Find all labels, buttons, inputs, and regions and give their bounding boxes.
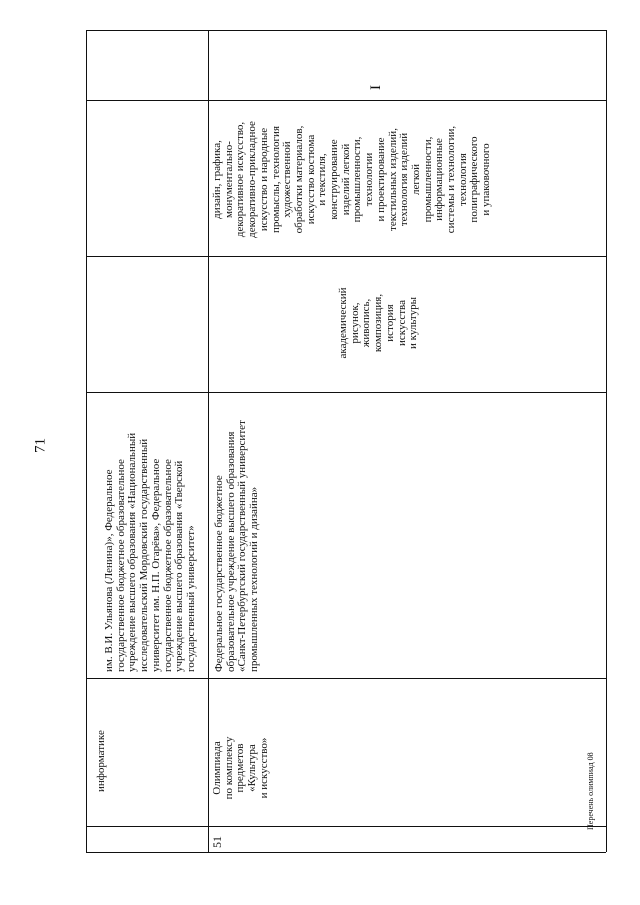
subject-line: информатике	[95, 730, 107, 792]
profile-line: композиция,	[372, 293, 385, 353]
table-column-divider	[86, 826, 606, 827]
field-line: технология	[456, 153, 469, 206]
organizer-line: им. В.И. Ульянова (Ленина)», Федеральное	[103, 469, 115, 672]
field-line: декоративное искусство,	[234, 121, 247, 238]
organizer-line: исследовательский Мордовский государственный	[138, 438, 151, 672]
profile-line: история	[383, 304, 396, 342]
olympiad-table	[86, 30, 606, 852]
table-border-top	[86, 30, 606, 31]
field-line: текстильных изделий,	[386, 128, 399, 231]
organizer-line: промышленных технологий и дизайна»	[248, 486, 261, 672]
olympiad-line: и искусство»	[257, 737, 270, 799]
field-line: обработки материалов,	[292, 125, 305, 234]
field-line: дизайн, графика,	[211, 140, 223, 219]
table-border-left	[86, 30, 87, 852]
footer-note: Перечень олимпиад 08	[586, 752, 595, 830]
field-line: монументально-	[222, 141, 235, 218]
field-line: промыслы, технология	[269, 125, 282, 234]
prev-row-subject	[96, 730, 108, 792]
profile-line: и культуры	[407, 297, 420, 349]
field-line: и проектирование	[374, 137, 387, 222]
organizer-line: образовательное учреждение высшего образования	[224, 431, 237, 672]
organizer-line: учреждение высшего образования «Тверской	[173, 460, 186, 672]
olympiad-line: Олимпиада	[211, 741, 223, 795]
row-51-olympiad-name	[212, 718, 271, 818]
row-number: 51	[210, 836, 224, 848]
table-column-divider	[86, 392, 606, 393]
field-line: искусство и народные	[257, 127, 270, 232]
organizer-line: университет им. Н.П. Огарёва», Федеральное	[149, 458, 162, 672]
olympiad-line: по комплексу	[222, 736, 235, 800]
table-border-bottom	[86, 852, 606, 853]
table-column-divider	[86, 100, 606, 101]
row-51-number	[212, 836, 224, 848]
field-line: и текстиля,	[316, 153, 329, 206]
row-51-fields	[212, 107, 493, 252]
field-line: искусство костюма	[304, 134, 317, 225]
olympiad-line: предметов	[234, 743, 247, 793]
table-column-divider	[86, 256, 606, 257]
organizer-line: государственное бюджетное образовательное	[114, 459, 127, 672]
field-line: изделий легкой	[339, 143, 352, 216]
page-number: 71	[32, 438, 49, 453]
row-51-organizers	[214, 420, 261, 672]
organizer-line: «Санкт-Петербургский государственный университет	[236, 420, 249, 672]
profile-line: рисунок,	[348, 302, 361, 344]
field-line: промышленности,	[421, 136, 434, 223]
prev-row-organizers	[104, 433, 198, 672]
field-line: информационные	[433, 138, 446, 221]
row-51-profiles	[338, 260, 420, 386]
row-51-level	[368, 85, 384, 90]
field-line: системы и технологии,	[445, 125, 458, 234]
organizer-line: государственное бюджетное образовательное	[161, 459, 174, 672]
field-line: конструирование	[328, 139, 341, 220]
profile-line: искусства	[395, 300, 408, 346]
field-line: и упаковочного	[480, 143, 493, 216]
profile-line: живопись,	[360, 298, 373, 348]
table-column-divider	[86, 678, 606, 679]
field-line: технологии	[363, 152, 376, 207]
field-line: художественной	[281, 141, 294, 218]
level-value: I	[368, 85, 384, 90]
organizer-line: государственный университет»	[184, 525, 197, 672]
table-row-divider	[208, 30, 209, 852]
olympiad-line: «Культура	[246, 744, 259, 792]
field-line: технология изделий	[398, 132, 411, 227]
field-line: полиграфического	[468, 136, 481, 223]
organizer-line: учреждение высшего образования «Национальный	[126, 432, 139, 672]
field-line: промышленности,	[351, 136, 364, 223]
table-border-right	[606, 30, 607, 852]
organizer-line: Федеральное государственное бюджетное	[213, 475, 225, 672]
field-line: декоративно-прикладное	[246, 121, 259, 238]
field-line: легкой	[409, 163, 422, 196]
profile-line: академический	[337, 287, 349, 359]
